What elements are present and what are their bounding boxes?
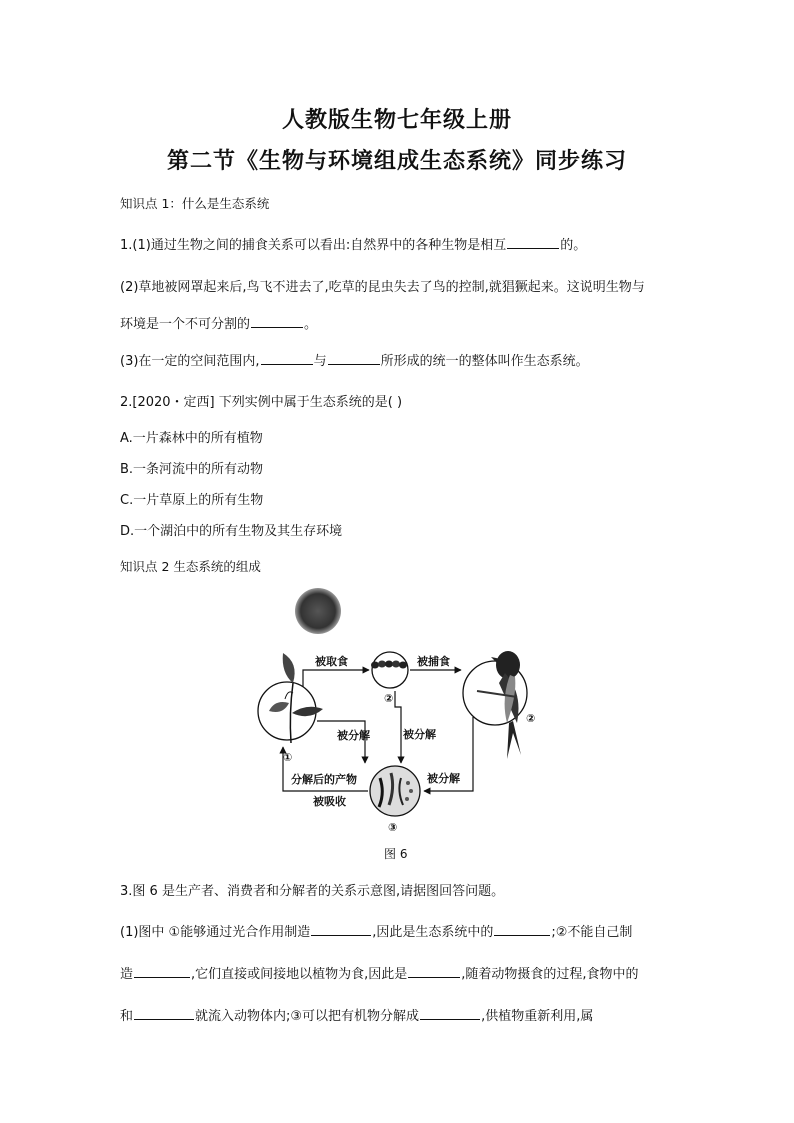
q3-line3-a: 和: [120, 1009, 134, 1024]
ecosystem-diagram: [255, 583, 555, 843]
answer-blank[interactable]: [494, 922, 550, 936]
decomposed-right-label: 被分解: [427, 772, 460, 785]
answer-blank[interactable]: [420, 1006, 480, 1020]
q1-part2-line2: [120, 313, 317, 332]
figure-caption: 图 6: [384, 847, 408, 861]
q3-line3-c: ,供植物重新利用,属: [481, 1009, 594, 1024]
answer-blank[interactable]: [134, 964, 190, 978]
q3-line3-b: 就流入动物体内;③可以把有机物分解成: [195, 1009, 420, 1024]
q3-line2-a: 造: [120, 967, 134, 982]
q3-line1: [120, 921, 632, 940]
page-title: 人教版生物七年级上册: [281, 107, 512, 133]
answer-blank[interactable]: [507, 235, 559, 249]
page-subtitle: 第二节《生物与环境组成生态系统》同步练习: [166, 148, 627, 174]
preyed-label: 被捕食: [417, 655, 450, 668]
q2-option-d[interactable]: D.一个湖泊中的所有生物及其生存环境: [120, 524, 343, 539]
q3-line1-b: ,因此是生态系统中的: [372, 925, 494, 940]
decomposer-marker: ③: [388, 821, 398, 834]
q1-part3-text-b: 与: [313, 354, 327, 369]
insect-circle: [372, 652, 408, 688]
q1-part3: [120, 350, 589, 369]
caterpillar-icon: [371, 661, 407, 669]
q1-part1: [120, 234, 586, 253]
q2-option-a[interactable]: A.一片森林中的所有植物: [120, 431, 263, 446]
knowledge-point-2: 知识点 2 生态系统的组成: [120, 559, 261, 574]
q1-part2-line1: (2)草地被网罩起来后,鸟飞不进去了,吃草的昆虫失去了鸟的控制,就猖獗起来。这说明生物与: [120, 280, 645, 295]
decomposed-mid-label: 被分解: [403, 728, 436, 741]
sun-icon: [295, 588, 341, 634]
answer-blank[interactable]: [328, 351, 380, 365]
q3-line3: [120, 1005, 593, 1024]
eaten-label: 被取食: [315, 655, 348, 668]
q3-line2-c: ,随着动物摄食的过程,食物中的: [461, 967, 639, 982]
knowledge-point-1: 知识点 1：什么是生态系统: [120, 196, 270, 211]
q3-line2: [120, 963, 639, 982]
absorbed-label: 被吸收: [313, 795, 346, 808]
q1-part3-text-a: (3)在一定的空间范围内,: [120, 354, 260, 369]
bird-icon: [477, 651, 521, 759]
q1-part1-text: 1.(1)通过生物之间的捕食关系可以看出:自然界中的各种生物是相互: [120, 238, 507, 253]
q1-part2-end: 。: [304, 317, 318, 332]
q1-part1-end: 的。: [560, 238, 587, 253]
decomposed-left-label: 被分解: [337, 729, 370, 742]
q2-stem: 2.[2020・定西] 下列实例中属于生态系统的是( ): [120, 395, 403, 410]
q3-line1-c: ;②不能自己制: [551, 925, 633, 940]
q2-option-b[interactable]: B.一条河流中的所有动物: [120, 462, 264, 477]
answer-blank[interactable]: [261, 351, 313, 365]
plant-marker: ①: [283, 751, 293, 764]
answer-blank[interactable]: [408, 964, 460, 978]
products-label: 分解后的产物: [291, 773, 357, 786]
q1-part3-text-c: 所形成的统一的整体叫作生态系统。: [380, 354, 589, 369]
q2-option-c[interactable]: C.一片草原上的所有生物: [120, 493, 264, 508]
answer-blank[interactable]: [134, 1006, 194, 1020]
bird-marker: ②: [526, 712, 536, 725]
answer-blank[interactable]: [251, 314, 303, 328]
q3-line2-b: ,它们直接或间接地以植物为食,因此是: [191, 967, 408, 982]
q1-part2-text: 环境是一个不可分割的: [120, 317, 251, 332]
q3-stem: 3.图 6 是生产者、消费者和分解者的关系示意图,请据图回答问题。: [120, 884, 505, 899]
insect-marker: ②: [384, 692, 394, 705]
q3-line1-a: (1)图中 ①能够通过光合作用制造: [120, 925, 311, 940]
answer-blank[interactable]: [311, 922, 371, 936]
